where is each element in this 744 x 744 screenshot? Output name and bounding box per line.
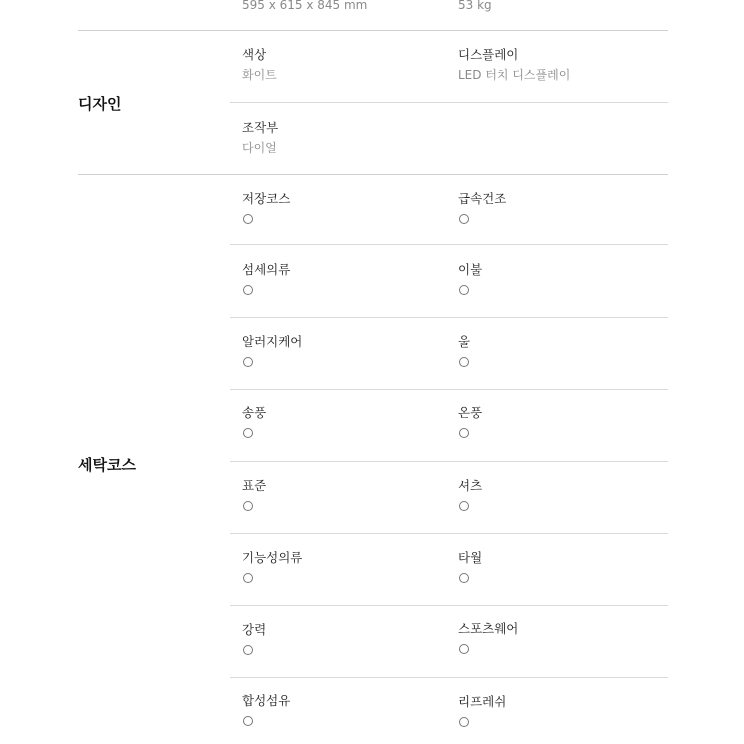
circle-icon (459, 573, 469, 583)
circle-icon (243, 716, 253, 726)
spec-color (242, 47, 277, 83)
circle-icon (243, 501, 253, 511)
course-item (242, 550, 302, 583)
spec-value: 화이트 (242, 68, 277, 82)
dimensions-value: 595 x 615 x 845 mm (242, 0, 368, 12)
course-label: 리프레쉬 (458, 694, 507, 709)
weight-cell (458, 0, 492, 13)
spec-label: 조작부 (242, 120, 279, 135)
spec-display (458, 47, 570, 83)
circle-icon (459, 357, 469, 367)
course-label: 기능성의류 (242, 550, 303, 565)
dimensions-cell (242, 0, 367, 13)
circle-icon (243, 645, 253, 655)
circle-icon (459, 644, 469, 654)
course-item (458, 550, 482, 583)
weight-value: 53 kg (458, 0, 492, 12)
row-divider (230, 389, 668, 390)
course-label: 송풍 (242, 405, 267, 420)
row-divider (230, 605, 668, 606)
course-label: 스포츠웨어 (458, 621, 519, 636)
row-divider (230, 533, 668, 534)
row-divider (230, 317, 668, 318)
circle-icon (243, 573, 253, 583)
row-divider (230, 461, 668, 462)
course-item (242, 405, 266, 438)
circle-icon (243, 428, 253, 438)
course-label: 강력 (242, 622, 267, 637)
course-item (242, 191, 290, 224)
course-item (458, 191, 506, 224)
course-label: 이불 (458, 262, 483, 277)
course-label: 섬세의류 (242, 262, 291, 277)
course-item (458, 334, 470, 367)
spec-value: LED 터치 디스플레이 (458, 68, 571, 82)
circle-icon (243, 357, 253, 367)
course-label: 표준 (242, 478, 267, 493)
course-label: 울 (458, 334, 471, 349)
spec-label: 색상 (242, 47, 267, 62)
circle-icon (459, 717, 469, 727)
course-item (242, 478, 266, 511)
row-divider (230, 677, 668, 678)
course-item (458, 262, 482, 295)
course-label: 알러지케어 (242, 334, 303, 349)
course-item (242, 262, 290, 295)
course-item (458, 478, 482, 511)
course-label: 급속건조 (458, 191, 507, 206)
course-label: 합성섬유 (242, 693, 291, 708)
course-item (242, 334, 302, 367)
circle-icon (243, 285, 253, 295)
course-item (458, 405, 482, 438)
spec-value: 다이얼 (242, 141, 277, 155)
spec-control (242, 120, 278, 156)
design-section-title: 디자인 (78, 95, 122, 113)
circle-icon (459, 285, 469, 295)
section-divider (78, 174, 668, 175)
row-divider (230, 244, 668, 245)
course-item (242, 622, 266, 655)
circle-icon (459, 428, 469, 438)
section-divider (78, 30, 668, 31)
course-label: 타월 (458, 550, 483, 565)
row-divider (230, 102, 668, 103)
course-item (458, 694, 506, 727)
circle-icon (459, 501, 469, 511)
course-label: 셔츠 (458, 478, 483, 493)
course-label: 온풍 (458, 405, 483, 420)
course-item (242, 693, 290, 726)
circle-icon (459, 214, 469, 224)
spec-label: 디스플레이 (458, 47, 519, 62)
wash-course-section-title: 세탁코스 (78, 456, 136, 474)
circle-icon (243, 214, 253, 224)
course-item (458, 621, 518, 654)
course-label: 저장코스 (242, 191, 291, 206)
